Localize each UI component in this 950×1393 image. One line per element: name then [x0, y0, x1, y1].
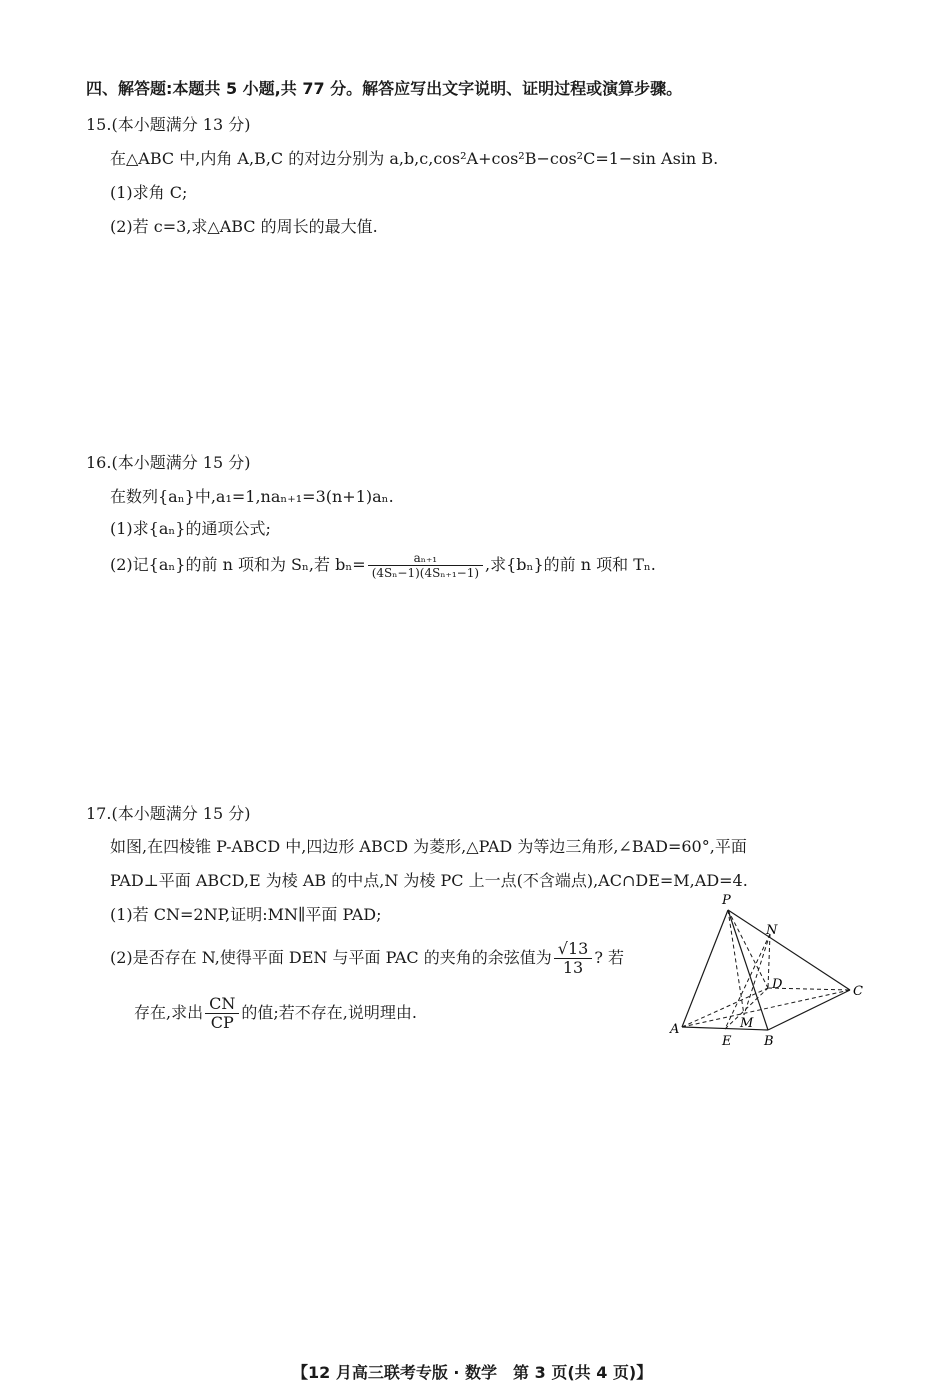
edge-AC	[682, 990, 850, 1027]
q16-part2	[110, 551, 656, 580]
page-footer: 【12 月高三联考专版 · 数学 第 3 页(共 4 页)】	[292, 1363, 653, 1382]
q17-part3-pre: 存在,求出	[134, 1003, 204, 1022]
edge-PC	[728, 910, 850, 990]
section-title: 四、解答题:本题共 5 小题,共 77 分。解答应写出文字说明、证明过程或演算步骤。	[86, 79, 683, 98]
q17-ratio-num: CN	[205, 995, 239, 1014]
q17-ratio-fraction	[205, 995, 239, 1032]
q17-cos-fraction	[554, 940, 593, 977]
label-E: E	[722, 1034, 732, 1049]
label-P: P	[722, 893, 731, 908]
label-N: N	[766, 923, 778, 938]
q17-part2-post: ? 若	[594, 948, 624, 967]
label-M: M	[740, 1016, 754, 1031]
edge-BC	[768, 990, 850, 1030]
q15-part2: (2)若 c=3,求△ABC 的周长的最大值.	[110, 217, 378, 236]
q17-ratio-den: CP	[210, 1013, 234, 1032]
edge-ND	[768, 934, 770, 988]
q15-heading: 15.(本小题满分 13 分)	[86, 115, 251, 134]
q16-fraction-den: (4Sₙ−1)(4Sₙ₊₁−1)	[371, 566, 480, 580]
q17-stem-line1: 如图,在四棱锥 P-ABCD 中,四边形 ABCD 为菱形,△PAD 为等边三角形,∠BAD=60°,平面	[110, 837, 747, 856]
edge-PD	[728, 910, 768, 988]
q16-fraction	[368, 551, 483, 580]
q17-heading: 17.(本小题满分 15 分)	[86, 804, 251, 823]
q16-part1: (1)求{aₙ}的通项公式;	[110, 519, 271, 538]
q17-part3-post: 的值;若不存在,说明理由.	[241, 1003, 417, 1022]
q17-part2	[110, 940, 624, 977]
edge-NM	[744, 934, 770, 1015]
q16-stem: 在数列{aₙ}中,a₁=1,naₙ₊₁=3(n+1)aₙ.	[110, 487, 394, 506]
q17-part3	[134, 995, 417, 1032]
label-A: A	[670, 1022, 680, 1037]
q16-heading: 16.(本小题满分 15 分)	[86, 453, 251, 472]
edge-PB	[728, 910, 768, 1030]
q15-part1: (1)求角 C;	[110, 183, 188, 202]
q16-part2-post: ,求{bₙ}的前 n 项和 Tₙ.	[485, 555, 656, 574]
q17-part1: (1)若 CN=2NP,证明:MN∥平面 PAD;	[110, 905, 382, 924]
label-C: C	[853, 984, 863, 999]
q15-stem: 在△ABC 中,内角 A,B,C 的对边分别为 a,b,c,cos²A+cos²B−cos²C=1−sin Asin B.	[110, 149, 719, 168]
q17-cos-den: 13	[562, 958, 584, 977]
q17-stem-line2: PAD⊥平面 ABCD,E 为棱 AB 的中点,N 为棱 PC 上一点(不含端点),AC∩DE=M,AD=4.	[110, 871, 748, 890]
q17-cos-num: √13	[554, 940, 593, 959]
label-D: D	[772, 977, 783, 992]
q16-part2-pre: (2)记{aₙ}的前 n 项和为 Sₙ,若 bₙ=	[110, 555, 366, 574]
pyramid-figure	[660, 890, 880, 1055]
label-B: B	[764, 1034, 774, 1049]
q16-fraction-num: aₙ₊₁	[368, 551, 483, 566]
q17-part2-pre: (2)是否存在 N,使得平面 DEN 与平面 PAC 的夹角的余弦值为	[110, 948, 552, 967]
